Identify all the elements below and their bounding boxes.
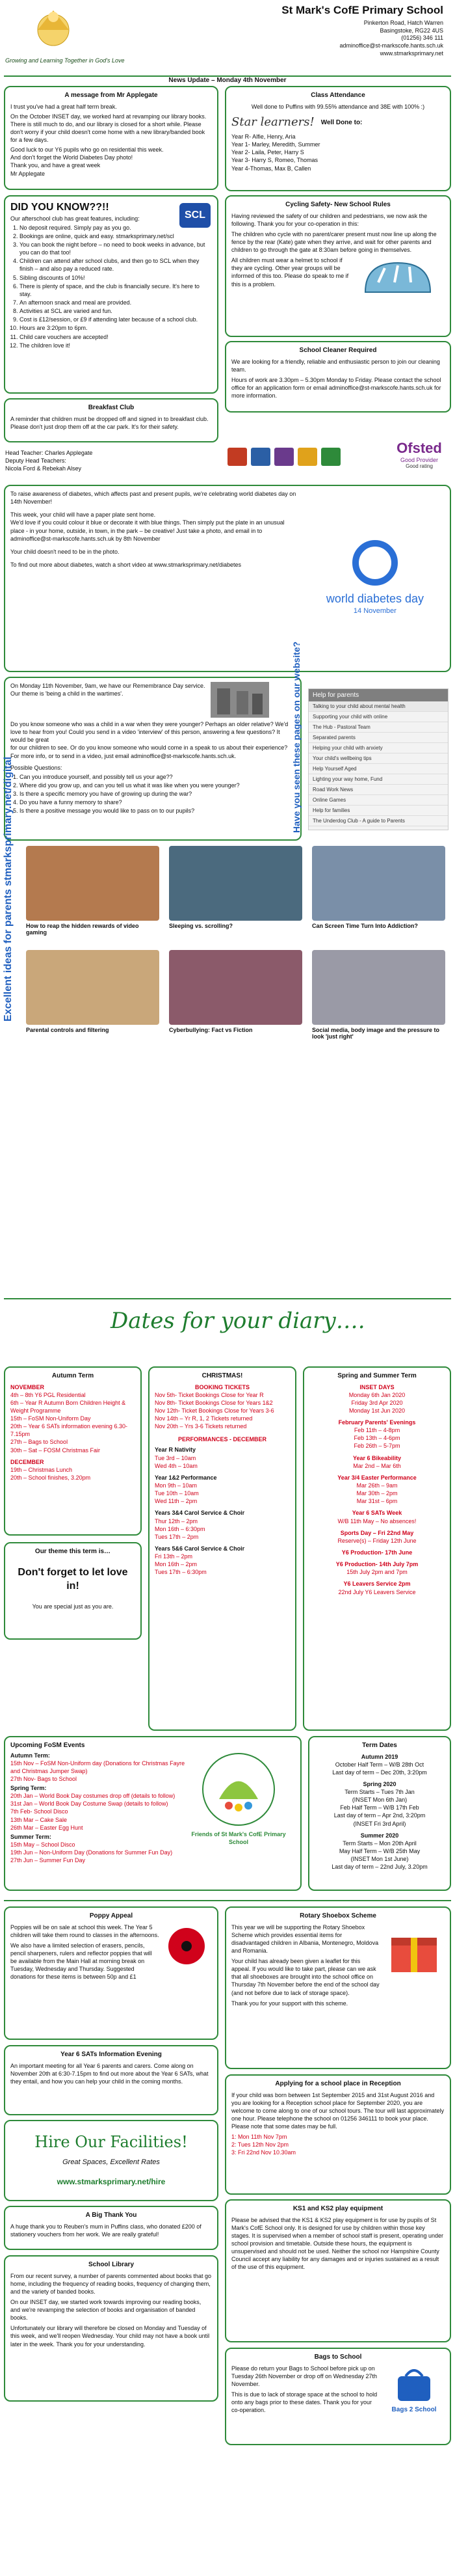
- applegate-message: A message from Mr Applegate I trust you've had a great half term break. On the October INSET day, we worked hard at revamping our library books. There is still much to do, and our library is closed for a short while. Please don't worry if your child doesn't come home with a new library/banded book for a few days. Good luck to our Y6 pupils who go on residential this week. And don't forget the World Diabetes Day photo! Thank you, and have a great week Mr Applegate: [4, 86, 218, 190]
- fosm-logo: Friends of St Mark's CofE Primary School: [190, 1750, 287, 1846]
- sidebar-item[interactable]: Road Work News: [309, 785, 448, 795]
- blue-circle-icon: [349, 537, 401, 589]
- sidebar-item[interactable]: Online Games: [309, 795, 448, 806]
- school-address: Pinkerton Road, Hatch Warren Basingstoke, RG22 4US (01256) 346 111 adminoffice@st-markscofe.hants.sch.uk www.stmarksprimary.net: [339, 20, 443, 57]
- big-thank-you: A Big Thank You A huge thank you to Reuben's mum in Puffins class, who donated £200 of stationery vouchers from her work. We are really grateful!: [4, 2206, 218, 2250]
- school-logo: [26, 4, 81, 49]
- fosm-events: Upcoming FoSM Events Autumn Term: 15th Nov – FoSM Non-Uniform day (Donations for Christmas Fayre and Christmas Jumper Swap) 27th Nov- Bags to School Spring Term: 20th Jan – World Book Day costumes drop off (details to follow) 31st Jan – World Book Day Costume Swap (details to follow) 7th Feb- School Disco 13th Mar – Cake Sale 26th Mar – Easter Egg Hunt Summer Term: 15th May – School Disco 19th Jun – Non-Uniform Day (Donations for Summer Fun Day) 27th Jun – Summer Fun Day Friends of St Mark's CofE Primary School: [4, 1736, 302, 1891]
- term-dates: Term Dates Autumn 2019 October Half Term – W/B 28th Oct Last day of term – Dec 20th, 3:20pm Spring 2020 Term Starts – Tues 7th Jan (INSET Mon 6th Jan) Feb Half Term – W/B 17th Feb Last day of term – Apr 2nd, 3:20pm (INSET Fri 3rd April) Summer 2020 Term Starts – Mon 20th April May Half Term – W/B 25th May (INSET Mon 1st June) Last day of term – 22nd July, 3.20pm: [308, 1736, 451, 1891]
- diary-divider: [4, 1298, 451, 1299]
- bike-helmet-icon: [359, 256, 437, 302]
- partner-logo: [298, 448, 317, 466]
- sidebar-item[interactable]: Helping your child with anxiety: [309, 743, 448, 753]
- sidebar-item[interactable]: Help for families: [309, 806, 448, 816]
- diabetes-logo: world diabetes day 14 November: [326, 537, 424, 616]
- ofsted-badge: Ofsted Good Provider Good rating: [396, 440, 442, 469]
- sidebar-item[interactable]: The Hub - Pastoral Team: [309, 722, 448, 733]
- sats-evening: Year 6 SATs Information Evening An important meeting for all Year 6 parents and carers. Come along on November 20th at 6:30-7.15pm to find out more about the Year 6 SATs, what they entail, and how you can help your child in the coming months.: [4, 2045, 218, 2115]
- breakfast-club: Breakfast Club A reminder that children must be dropped off and signed in to breakfast club. Please don't just drop them off at the car park. It's for their safety.: [4, 398, 218, 442]
- ks1-ks2-play-equipment: KS1 and KS2 play equipment Please be advised that the KS1 & KS2 play equipment is for use by pupils of St Mark's CofE School only. It is designed for use by children within those key stages. It is supervised when a member of school staff is present, operating under school provision and timetable. Outside these hours, the equipment is unsupervised and should not be used. Neither the school nor Hampshire County Council accept any liability for any damages and or injuries sustained as a result of the use of this equipment.: [225, 2199, 451, 2342]
- class-attendance: Class Attendance Well done to Puffins with 99.55% attendance and 38E with 100% :) Star learners! Well Done to: Year R- Alfie, Henry, Aria Year 1- Marley, Meredith, Summer Year 2- Laila, Peter, Harry S Year 3- Harry S, Romeo, Thomas Year 4-Thomas, Max B, Callen: [225, 86, 451, 191]
- website-pages-callout: Have you seen these pages on our website?: [291, 641, 302, 833]
- partner-logos: [228, 448, 341, 466]
- partner-logo: [274, 448, 294, 466]
- partner-logo: [251, 448, 270, 466]
- partner-logo: [228, 448, 247, 466]
- fosm-tree-icon: [200, 1750, 278, 1828]
- sidebar-item[interactable]: Talking to your child about mental health: [309, 701, 448, 712]
- sidebar-item[interactable]: Your child's wellbeing tips: [309, 753, 448, 764]
- term-theme: Our theme this term is… Don't forget to let love in! You are special just as you are.: [4, 1542, 142, 1640]
- section-divider: [4, 1900, 451, 1901]
- school-cleaner: School Cleaner Required We are looking for a friendly, reliable and enthusiastic person to join our cleaning team. Hours of work are 3.30pm – 5.30pm Monday to Friday. Please contact the school office for an application form or email adminoffice@st-markscofe.hants.sch.uk for more information.: [225, 341, 451, 413]
- header: [0, 0, 455, 81]
- poppy-appeal: Poppy Appeal Poppies will be on sale at school this week. The Year 5 children will take them round to classes in the afternoons. We also have a limited selection of erasers, pencils, pencil sharpeners, rulers and reflector poppies that will be available from the Main Hall at morning break on Tuesday, Wednesday and Thursday. Suggested donations for these items is between 50p and £1: [4, 1906, 218, 2040]
- idea-card[interactable]: How to reap the hidden rewards of video gaming: [26, 846, 159, 936]
- idea-card-image: [26, 846, 159, 921]
- reception-application: Applying for a school place in Reception If your child was born between 1st September 2015 and 31st August 2016 and you are looking for a Reception school place for September 2020, you are welcome to come along to one of our school tours. The tour will last approximately one hour. Please telephone the school on 01256 346111 to book your place. Please note that some dates may be full. 1: Mon 11th Nov 7pm 2: Tues 12th Nov 2pm 3: Fri 22nd Nov 10.30am: [225, 2074, 451, 2195]
- shoebox-icon: [385, 1923, 443, 1982]
- star-learners-heading: Star learners!: [231, 115, 315, 129]
- parent-ideas-grid: [26, 846, 451, 1080]
- help-for-parents-panel: Help for parents Talking to your child about mental health Supporting your child with online The Hub - Pastoral Team Separated parents Helping your child with anxiety Your child's wellbeing tips Help Yourself Aged Lighting your way home, Fund Road Work News Online Games Help for families The Underdog Club - A guide to Parents: [308, 688, 448, 830]
- remembrance-day: On Monday 11th November, 9am, we have our Remembrance Day service. Our theme is 'being a child in the wartimes'. Do you know someone who was a child in a war when they were younger? Perhaps an older relative? We'd love to hear from you! Could you send in a video 'interview' of this person, answering a few questions? It would be great for our children to see. Or do you know someone who would come in a speak to us about their experience? For more info, or to send in a video, just email adminoffice@st-markscofe.hants.sch.uk. Possible Questions: 1. Can you introduce yourself, and possibly tell us your age?? 2. Where did you grow up, and can you tell us what it was like when you were younger? 3. Is there a specific memory you have of growing up during the war? 4. Do you have a funny memory to share? 5. Is there a positive message you would like to pass on to our pupils?: [4, 677, 302, 841]
- autumn-term-dates: Autumn Term NOVEMBER 4th – 8th Y6 PGL Residential 6th – Year R Autumn Born Children Height & Weight Programme 15th – FoSM Non-Uniform Day 20th – Year 6 SATs information evening 6.30-7.15pm 27th – Bags to School 30th – Sat – FOSM Christmas Fair DECEMBER 19th – Christmas Lunch 20th – School finishes, 3.20pm: [4, 1366, 142, 1536]
- sidebar-item[interactable]: Supporting your child with online: [309, 712, 448, 722]
- bag-icon: [391, 2365, 437, 2404]
- hire-facilities: Hire Our Facilities! Great Spaces, Excellent Rates www.stmarksprimary.net/hire: [4, 2120, 218, 2201]
- school-name: St Mark's CofE Primary School: [281, 4, 443, 16]
- idea-card[interactable]: Parental controls and filtering: [26, 950, 159, 1033]
- idea-card[interactable]: Sleeping vs. scrolling?: [169, 846, 302, 929]
- bags-to-school: Bags to School Please do return your Bags to School before pick up on Tuesday 26th November or drop off on Wednesday 27th November. This is due to lack of storage space at the school to hold onto any bags prior to these dates. Thank you for your co-operation. Bags 2 School: [225, 2348, 451, 2445]
- sidebar-item[interactable]: The Underdog Club - A guide to Parents: [309, 816, 448, 826]
- war-child-photo: [211, 682, 269, 718]
- tagline: Growing and Learning Together in God's Love: [5, 57, 125, 64]
- idea-card[interactable]: Can Screen Time Turn Into Addiction?: [312, 846, 445, 929]
- christmas-dates: CHRISTMAS! BOOKING TICKETS Nov 5th- Ticket Bookings Close for Year R Nov 8th- Ticket Bookings Close for Years 1&2 Nov 12th- Ticket Bookings Close for Years 3-6 Nov 14th – Yr R, 1, 2 Tickets returned Nov 20th – Yrs 3-6 Tickets returned PERFORMANCES - DECEMBER Year R Nativity Tue 3rd – 10am Wed 4th – 10am Year 1&2 Performance Mon 9th – 10am Tue 10th – 10am Wed 11th – 2pm Years 3&4 Carol Service & Choir Thur 12th – 2pm Mon 16th – 6:30pm Tues 17th – 2pm Years 5&6 Carol Service & Choir Fri 13th – 2pm Mon 16th – 2pm Tues 17th – 6:30pm: [148, 1366, 296, 1731]
- idea-card-image: [312, 950, 445, 1025]
- news-date: News Update – Monday 4th November: [168, 77, 287, 84]
- spring-summer-dates: Spring and Summer Term INSET DAYS Monday 6th Jan 2020 Friday 3rd Apr 2020 Monday 1st Jun 2020 February Parents' Evenings Feb 11th – 4-8pm Feb 13th – 4-6pm Feb 26th – 5-7pm Year 6 Bikeability Mar 2nd – Mar 6th Year 3/4 Easter Performance Mar 26th – 9am Mar 30th – 2pm Mar 31st – 6pm Year 6 SATs Week W/B 11th May – No absences! Sports Day – Fri 22nd May Reserve(s) – Friday 12th June Y6 Production- 17th June Y6 Production- 14th July 7pm 15th July 2pm and 7pm Y6 Leavers Service 2pm 22nd July Y6 Leavers Service: [303, 1366, 451, 1731]
- scl-info: DID YOU KNOW??!! SCL Our afterschool club has great features, including: 1. No deposit required. Simply pay as you go. 2. Bookings are online, quick and easy. stmarksprimary.net/scl 3. You can book the night before – no need to book weeks in advance, but you can do that too! 4. Children can attend after school clubs, and then go to SCL when they finish – and also pay a reduced rate. 5. Sibling discounts of 10%! 6. There is plenty of space, and the club is financially secure. It's here to stay. 7. An afternoon snack and meal are provided. 8. Activities at SCL are varied and fun. 9. Cost is £12/session, or £9 if attending later because of a school club. 10. Hours are 3:20pm to 6pm. 11. Child care vouchers are accepted! 12. The children love it!: [4, 195, 218, 394]
- sidebar-item[interactable]: Separated parents: [309, 733, 448, 743]
- idea-card-image: [169, 950, 302, 1025]
- head-teacher-info: Head Teacher: Charles Applegate Deputy Head Teachers: Nicola Ford & Rebekah Alsey: [5, 450, 93, 472]
- idea-card-image: [26, 950, 159, 1025]
- cycling-safety: Cycling Safety- New School Rules Having reviewed the safety of our children and pedestrians, we now ask the following. Thank you for your co-operation in this: The children who cycle with no parent/carer present must now line up along the fence by the rear (Kate) gate when they arrive, and wait for other parents and children to go through the gate at 8:30am before going in themselves. All children must wear a helmet to school if they are cycling. Other year groups will be informed of this too. Please do speak to me if this is a problem.: [225, 195, 451, 337]
- idea-card-image: [169, 846, 302, 921]
- sidebar-item[interactable]: Lighting your way home, Fund: [309, 774, 448, 785]
- idea-card[interactable]: Social media, body image and the pressure to look 'just right': [312, 950, 445, 1040]
- idea-card[interactable]: Cyberbullying: Fact vs Fiction: [169, 950, 302, 1033]
- bags2school-logo: Bags 2 School: [385, 2365, 443, 2415]
- world-diabetes-day: To raise awareness of diabetes, which affects past and present pupils, we're celebrating world diabetes day on 14th November! This week, your child will have a paper plate sent home. We'd love if you could colour it blue or decorate it with blue things. Then simply put the plate in an unusual place - in your home, outside, in town, in the park – be creative! Just take a photo, and email in to adminoffice@st-markscofe.hants.sch.uk by 8th November Your child doesn't need to be in the photo. To find out more about diabetes, watch a short video at www.stmarksprimary.net/diabetes world diabetes day 14 November: [4, 485, 451, 672]
- scl-logo: SCL: [179, 203, 211, 228]
- partner-logo: [321, 448, 341, 466]
- sidebar-item[interactable]: Help Yourself Aged: [309, 764, 448, 774]
- excellent-ideas-heading: Excellent ideas for parents stmarksprimary.net/digital: [3, 757, 14, 1022]
- applegate-title: A message from Mr Applegate: [64, 92, 158, 99]
- rotary-shoebox: Rotary Shoebox Scheme This year we will be supporting the Rotary Shoebox Scheme which provides essential items for disadvantaged children in Albania, Montenegro, Moldova and Romania. Your child has already been given a leaflet for this appeal. If you would like to take part, please can we ask that all shoeboxes are brought into the school office on Thursday 7th November before the end of the school day (and not before due to lack of storage space). Thank you for your support with this scheme.: [225, 1906, 451, 2069]
- diary-title: Dates for your diary….: [110, 1308, 365, 1334]
- school-library: School Library From our recent survey, a number of parents commented about books that go home, including the frequency of reading books, frequency of changing them, and the variety of banded books. On our INSET day, we started work towards improving our reading books, and we're revamping the selection of books and organisation of banded books. Unfortunately our library will therefore be closed on Monday and Tuesday of this week, and we'll reopen Wednesday. Your child may not have a book until later in the week. Thank you for your understanding.: [4, 2255, 218, 2402]
- poppy-icon: [164, 1923, 209, 1969]
- idea-card-image: [312, 846, 445, 921]
